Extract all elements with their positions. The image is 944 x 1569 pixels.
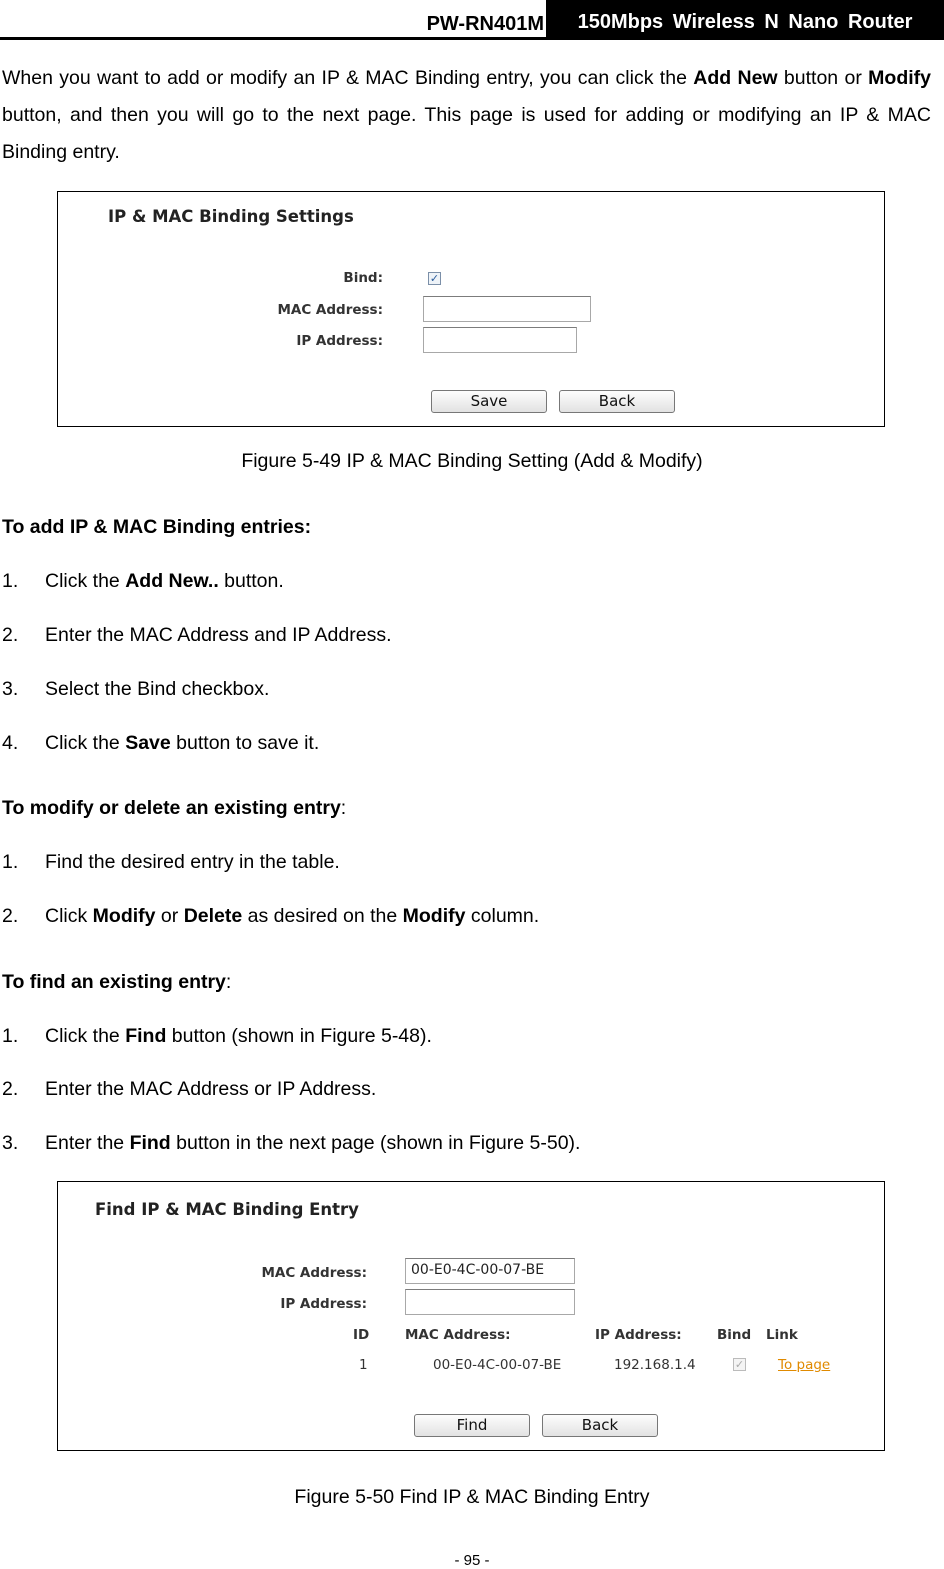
figure-find-binding-entry — [57, 1181, 885, 1451]
figure-title: Find IP & MAC Binding Entry — [95, 1200, 359, 1219]
step-bold: Delete — [183, 905, 243, 927]
find-step-3 — [2, 1132, 580, 1155]
add-step-4 — [2, 732, 319, 755]
step-text: Click the — [45, 1025, 126, 1047]
bind-label: Bind: — [343, 270, 383, 286]
step-text: as desired on the — [242, 905, 403, 927]
step-text: Find the desired entry in the table. — [45, 851, 340, 873]
add-step-1 — [2, 570, 284, 593]
mac-address-label: MAC Address: — [261, 1265, 367, 1281]
step-number: 4. — [2, 732, 19, 754]
heading-colon: : — [340, 797, 347, 819]
mac-address-input[interactable]: 00-E0-4C-00-07-BE — [405, 1258, 575, 1284]
row-id: 1 — [359, 1357, 368, 1373]
intro-bold-add-new: Add New — [693, 67, 778, 89]
back-button[interactable]: Back — [542, 1414, 658, 1437]
find-section-heading — [2, 971, 231, 994]
step-text: button to save it. — [170, 732, 320, 754]
find-button[interactable]: Find — [414, 1414, 530, 1437]
step-number: 3. — [2, 1132, 19, 1154]
modify-step-2 — [2, 905, 539, 928]
add-step-2 — [2, 624, 392, 647]
intro-text-1: When you want to add or modify an IP & MAC Binding entry, you can click the — [2, 67, 694, 89]
column-header-bind: Bind — [717, 1327, 752, 1343]
mac-address-input[interactable] — [423, 296, 591, 322]
add-heading-text: To add IP & MAC Binding entries: — [2, 516, 312, 538]
step-text: column. — [465, 905, 540, 927]
step-text: button (shown in Figure 5-48). — [166, 1025, 432, 1047]
step-text: Select the Bind checkbox. — [45, 678, 270, 700]
page-header — [0, 0, 944, 40]
add-section-heading — [2, 516, 311, 539]
step-bold: Modify — [402, 905, 466, 927]
bind-checkbox[interactable]: ✓ — [429, 272, 440, 285]
modify-section-heading — [2, 797, 346, 820]
step-number: 3. — [2, 678, 19, 700]
step-text: button in the next page (shown in Figure 5-50). — [170, 1132, 581, 1154]
row-ip-address: 192.168.1.4 — [614, 1357, 696, 1373]
step-text: Click the — [45, 732, 126, 754]
find-step-2 — [2, 1078, 376, 1101]
ip-address-label: IP Address: — [280, 1296, 367, 1312]
model-name: PW-RN401M — [426, 13, 544, 35]
ip-address-input[interactable] — [423, 327, 577, 353]
row-bind-checkbox: ✓ — [734, 1358, 745, 1371]
to-page-link[interactable]: To page — [778, 1357, 831, 1373]
step-text: Enter the MAC Address or IP Address. — [45, 1078, 377, 1100]
step-bold: Find — [129, 1132, 171, 1154]
column-header-id: ID — [353, 1327, 370, 1343]
add-step-3 — [2, 678, 269, 701]
step-bold: Save — [125, 732, 171, 754]
step-number: 2. — [2, 1078, 19, 1100]
step-bold: Modify — [92, 905, 156, 927]
figure-caption-49: Figure 5-49 IP & MAC Binding Setting (Add & Modify) — [241, 450, 703, 472]
heading-colon: : — [225, 971, 232, 993]
row-mac-address: 00-E0-4C-00-07-BE — [433, 1357, 562, 1373]
column-header-mac: MAC Address: — [405, 1327, 511, 1343]
page-number: - 95 - — [454, 1552, 490, 1569]
figure-caption-50: Figure 5-50 Find IP & MAC Binding Entry — [294, 1486, 650, 1508]
find-step-1 — [2, 1025, 432, 1048]
figure-title: IP & MAC Binding Settings — [108, 207, 354, 226]
step-text: Click — [45, 905, 93, 927]
column-header-link: Link — [766, 1327, 798, 1343]
ip-address-label: IP Address: — [296, 333, 383, 349]
intro-text-2: button or — [777, 67, 869, 89]
mac-address-label: MAC Address: — [277, 302, 383, 318]
intro-text-3: button, and then you will go to the next page. This page is used for adding or modifying an IP & MAC Binding entry. — [2, 104, 931, 163]
step-text: or — [155, 905, 184, 927]
step-text: Enter the — [45, 1132, 130, 1154]
step-number: 2. — [2, 905, 19, 927]
step-text: button. — [218, 570, 284, 592]
column-header-ip: IP Address: — [595, 1327, 682, 1343]
back-button[interactable]: Back — [559, 390, 675, 413]
modify-heading-text: To modify or delete an existing entry — [2, 797, 341, 819]
step-text: Click the — [45, 570, 126, 592]
ip-address-input[interactable] — [405, 1289, 575, 1315]
product-name: 150Mbps Wireless N Nano Router — [546, 0, 944, 37]
find-heading-text: To find an existing entry — [2, 971, 226, 993]
intro-bold-modify: Modify — [868, 67, 931, 89]
step-number: 1. — [2, 1025, 19, 1047]
modify-step-1 — [2, 851, 340, 874]
figure-binding-settings — [57, 191, 885, 427]
step-bold: Find — [125, 1025, 167, 1047]
step-text: Enter the MAC Address and IP Address. — [45, 624, 392, 646]
step-number: 1. — [2, 570, 19, 592]
step-number: 1. — [2, 851, 19, 873]
save-button[interactable]: Save — [431, 390, 547, 413]
intro-paragraph — [2, 60, 931, 171]
step-bold: Add New.. — [125, 570, 219, 592]
step-number: 2. — [2, 624, 19, 646]
